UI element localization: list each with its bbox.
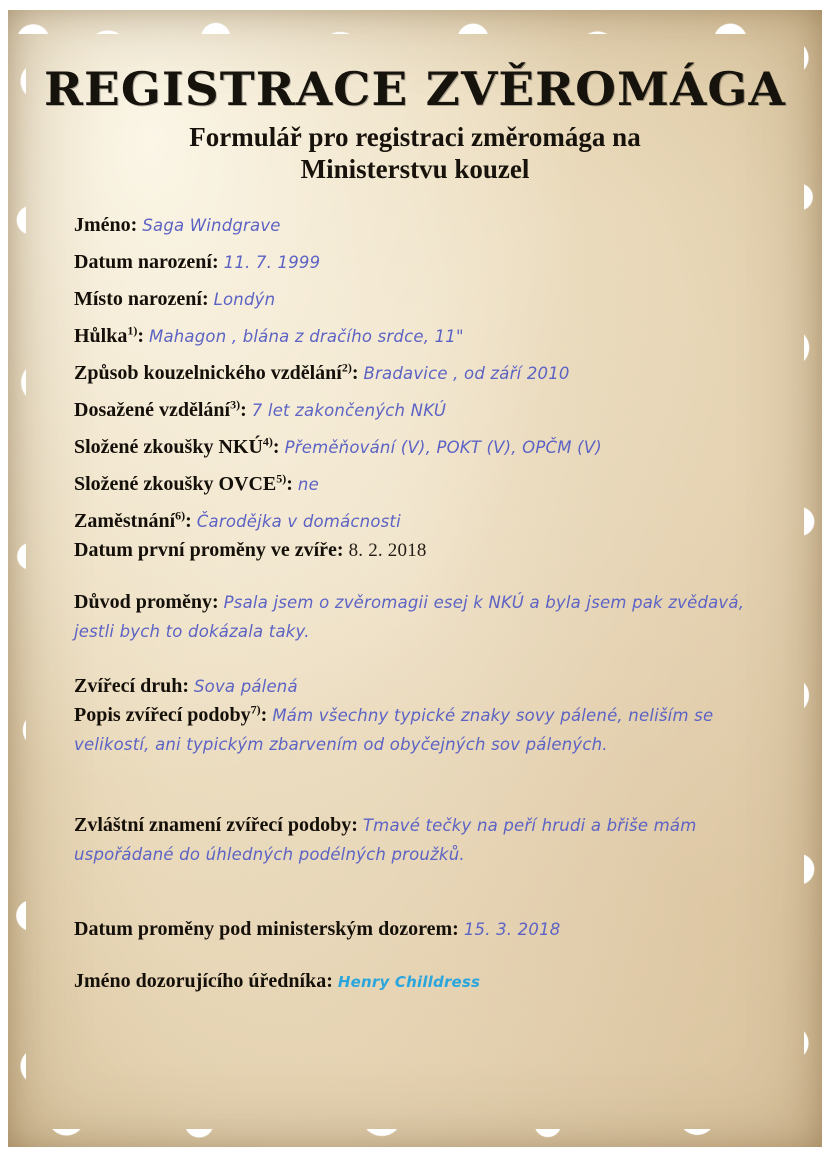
field-label [74, 325, 144, 347]
field-label-text: Dosažené vzdělání [74, 398, 231, 421]
field-label-text: Složené zkoušky OVCE [74, 472, 277, 495]
page-subtitle: Formulář pro registraci změromága na Ministerstvu kouzel [189, 122, 641, 184]
field-row-hulka [74, 323, 784, 349]
footnote-marker-4: 4) [262, 434, 273, 449]
field-label-text: Hůlka [74, 324, 128, 347]
field-row-datum-prvni-promeny [74, 537, 784, 564]
field-row-duvod-promeny [74, 589, 784, 647]
field-label-colon: : [272, 435, 280, 458]
field-row-jmeno [74, 212, 784, 238]
field-label-colon: : [137, 324, 145, 347]
footnote-marker-3: 3) [230, 397, 241, 412]
page-title: REGISTRACE ZVĚROMÁGA [44, 62, 786, 116]
field-label: Důvod proměny: [74, 591, 219, 614]
field-value-duvod-promeny[interactable]: Psala jsem o zvěromagii esej k NKÚ a byla jsem pak zvědavá, jestli bych to dokázala taky. [74, 593, 745, 642]
field-value-datum-dozor[interactable]: 15. 3. 2018 [463, 919, 561, 939]
field-row-zvireci-druh [74, 673, 784, 699]
field-label [74, 704, 267, 726]
field-label [74, 473, 293, 495]
field-value-datum-narozeni[interactable]: 11. 7. 1999 [223, 252, 321, 272]
field-label-colon: : [260, 704, 268, 727]
field-label [74, 399, 247, 421]
field-value-zkousky-nku[interactable]: Přeměňování (V), POKT (V), OPČM (V) [284, 437, 602, 457]
field-label-colon: : [185, 509, 192, 532]
footnote-marker-7: 7) [250, 702, 261, 717]
footnote-marker-1: 1) [127, 323, 138, 338]
field-row-zkousky-ovce [74, 471, 784, 497]
field-value-zvlastni-znameni[interactable]: Tmavé tečky na peří hrudi a břiše mám uspořádané do úhledných podélných proužků. [74, 815, 697, 864]
field-label: Zvláštní znamení zvířecí podoby: [74, 813, 358, 836]
field-label-colon: : [351, 361, 359, 384]
field-value-dosazene-vzdelani[interactable]: 7 let zakončených NKÚ [251, 400, 447, 420]
field-row-misto-narozeni [74, 286, 784, 312]
field-label-text: Způsob kouzelnického vzdělání [74, 361, 342, 384]
field-value-zvireci-druh[interactable]: Sova pálená [194, 677, 298, 697]
field-value-jmeno[interactable]: Saga Windgrave [142, 215, 281, 235]
field-value-zkousky-ovce[interactable]: ne [297, 474, 319, 494]
field-label [74, 362, 359, 384]
field-value-zamestnani[interactable]: Čarodějka v domácnosti [196, 511, 401, 531]
field-label [74, 510, 192, 532]
field-row-zamestnani [74, 508, 784, 534]
field-label: Jméno: [74, 213, 138, 236]
field-label-text: Složené zkoušky NKÚ [74, 435, 263, 458]
field-row-zpusob-vzdelani [74, 360, 784, 386]
field-label: Zvířecí druh: [74, 675, 189, 698]
field-value-misto-narozeni[interactable]: Londýn [213, 289, 276, 309]
field-label: Místo narození: [74, 287, 209, 310]
field-label: Datum první proměny ve zvíře: [74, 538, 344, 561]
footnote-marker-2: 2) [341, 360, 352, 375]
field-row-popis-podoby [74, 702, 784, 760]
registration-form [46, 212, 784, 994]
field-row-datum-narozeni [74, 249, 784, 275]
field-label: Datum proměny pod ministerským dozorem: [74, 917, 459, 940]
field-row-datum-dozor [74, 916, 784, 942]
footnote-marker-6: 6) [175, 508, 186, 523]
field-value-jmeno-urednika[interactable]: Henry Chilldress [337, 972, 481, 991]
field-value-hulka[interactable]: Mahagon , blána z dračího srdce, 11" [149, 326, 464, 346]
field-row-dosazene-vzdelani [74, 397, 784, 423]
field-value-popis-podoby[interactable]: Mám všechny typické znaky sovy pálené, neliším se velikostí, ani typickým zbarvením od obyčejných sov pálených. [74, 706, 714, 755]
field-label-text: Zaměstnání [74, 509, 176, 532]
field-label-text: Popis zvířecí podoby [74, 704, 251, 727]
field-row-zkousky-nku [74, 434, 784, 460]
field-value-datum-prvni-promeny[interactable]: 8. 2. 2018 [348, 539, 427, 561]
field-row-jmeno-urednika [74, 968, 784, 994]
field-label-colon: : [240, 398, 247, 421]
field-label: Jméno dozorujícího úředníka: [74, 969, 333, 992]
field-label [74, 436, 280, 458]
field-label-colon: : [286, 472, 293, 495]
field-row-zvlastni-znameni [74, 812, 784, 870]
field-label: Datum narození: [74, 250, 219, 273]
field-value-zpusob-vzdelani[interactable]: Bradavice , od září 2010 [363, 363, 570, 383]
footnote-marker-5: 5) [276, 471, 287, 486]
